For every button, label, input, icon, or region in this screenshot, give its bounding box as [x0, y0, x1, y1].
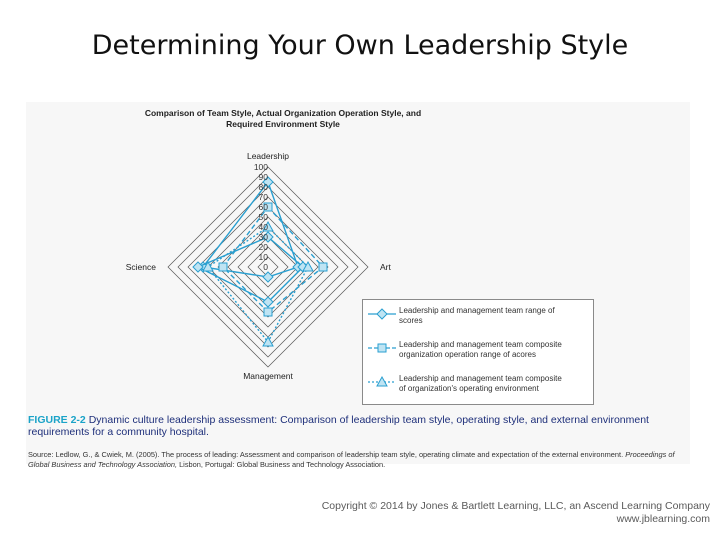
figure-caption-text: Dynamic culture leadership assessment: Comparison of leadership team style, operating style, and external environment requirements for a community hospital.: [28, 414, 649, 438]
legend-sample-square: [367, 340, 397, 356]
scale-tick-label: 100: [253, 162, 268, 172]
legend-label-line: scores: [399, 316, 423, 325]
legend-label-line: of organization's operating environment: [399, 384, 539, 393]
chart-title-line-2: Required Environment Style: [226, 119, 340, 129]
slide-title: Determining Your Own Leadership Style: [91, 30, 629, 61]
scale-tick-label: 60: [258, 202, 268, 212]
axis-label: Art: [380, 262, 391, 272]
legend-sample-triangle: [367, 374, 397, 390]
axis-label: Leadership: [246, 151, 290, 161]
chart-title-line-1: Comparison of Team Style, Actual Organization Operation Style, and: [144, 108, 422, 118]
copyright-notice: [300, 500, 710, 526]
source-publisher: Lisbon, Portugal: Global Business and Technology Association.: [179, 460, 386, 469]
data-point-square: [319, 263, 327, 271]
scale-tick-label: 10: [258, 252, 268, 262]
axis-label: Management: [243, 371, 293, 381]
figure-source: [28, 450, 688, 470]
axis-label: Science: [125, 262, 156, 272]
legend-sample-diamond: [367, 306, 397, 322]
data-point-triangle: [263, 337, 273, 346]
legend-item-operating-environment: [363, 372, 593, 402]
scale-tick-label: 70: [258, 192, 268, 202]
legend-label-line: Leadership and management team range of: [399, 306, 555, 315]
scale-tick-label: 50: [258, 212, 268, 222]
legend-label: [399, 340, 589, 360]
legend-item-operation-range: [363, 338, 593, 368]
legend-label-line: Leadership and management team composite: [399, 374, 562, 383]
scale-tick-label: 30: [258, 232, 268, 242]
legend-item-team-range: [363, 304, 593, 334]
legend-label: [399, 374, 589, 394]
scale-tick-label: 40: [258, 222, 268, 232]
scale-tick-label: 20: [258, 242, 268, 252]
legend-label-line: organization operation range of acores: [399, 350, 536, 359]
scale-tick-label: 0: [263, 262, 268, 272]
figure-caption: [28, 414, 668, 438]
legend-label-line: Leadership and management team composite: [399, 340, 562, 349]
scale-tick-label: 80: [258, 182, 268, 192]
publisher-url: www.jblearning.com: [616, 513, 710, 525]
scale-tick-label: 90: [258, 172, 268, 182]
legend-label: [399, 306, 589, 326]
source-journal: Proceedings of Global Business and Technology Association,: [28, 450, 675, 469]
chart-legend: [362, 299, 594, 405]
copyright-line: Copyright © 2014 by Jones & Bartlett Learning, LLC, an Ascend Learning Company: [321, 500, 710, 512]
data-point-square: [219, 263, 227, 271]
figure-number: FIGURE 2-2: [28, 414, 86, 426]
data-point-square: [264, 308, 272, 316]
source-citation: Source: Ledlow, G., & Cwiek, M. (2005). The process of leading: Assessment and comparison of leadership team style, operating climate and expectation of the external environment.: [28, 450, 624, 459]
